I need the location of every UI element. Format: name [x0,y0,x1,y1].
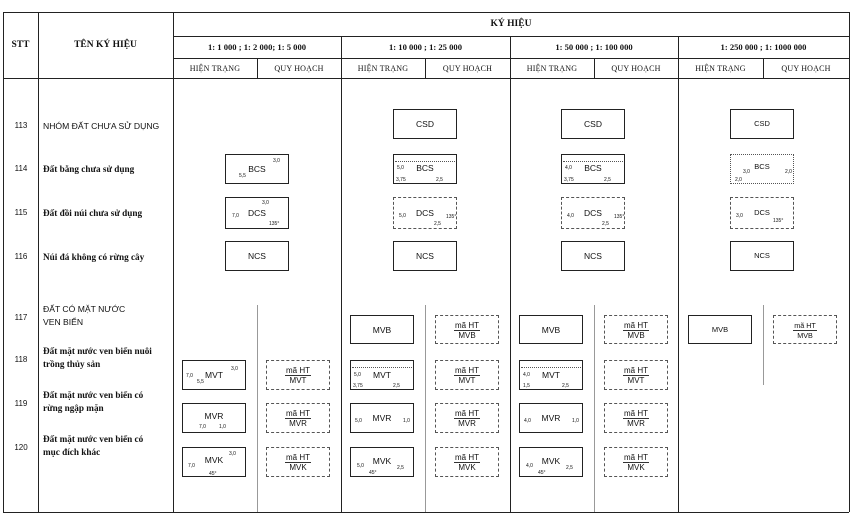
symbol-code: MVR [541,413,561,423]
dimension-label: 2,5 [566,465,573,471]
stt-120: 120 [14,443,28,452]
plan-prefix: mã HT [624,321,648,330]
symbol-mvt-50k-current [519,360,583,390]
inner-divider-4 [763,305,764,385]
dimension-label: 1,5 [523,383,530,389]
dimension-label: 3,0 [743,169,750,175]
dimension-label: 3,0 [273,158,280,164]
symbol-mvr-1k-current [182,403,246,433]
subheader-quy-hoach-3: QUY HOẠCH [611,64,661,73]
symbol-mvk-10k-plan [435,447,499,477]
stt-column-border [38,12,39,512]
dimension-label: 135° [269,221,280,227]
plan-fraction [267,453,329,472]
name-header: TÊN KÝ HIỆU [74,40,137,50]
dimension-label: 2,5 [397,465,404,471]
dimension-label: 2,5 [434,221,441,227]
symbol-mvr-1k-plan [266,403,330,433]
dimension-label: 1,0 [219,424,226,430]
plan-fraction [605,453,667,472]
symbol-dcs-250k [730,197,794,229]
dimension-label: 45° [369,470,377,476]
symbol-mvt-10k-plan [435,360,499,390]
symbol-code: NCS [248,251,266,261]
stt-119: 119 [14,399,28,408]
subheader-quy-hoach-2: QUY HOẠCH [442,64,493,73]
symbol-code: MVT [373,370,391,380]
symbol-mvb-10k-plan [435,315,499,344]
symbol-code: MVK [541,456,561,466]
symbol-code: CSD [416,119,434,129]
dimension-label: 3,75 [396,177,406,183]
inner-divider-3 [594,305,595,512]
dimension-label: 5,0 [357,463,364,469]
row-name-118-line1: Đất mặt nước ven biển nuôi [43,346,152,356]
dimension-label: 45° [209,471,217,477]
symbol-mvb-250k-plan [773,315,837,344]
dimension-label: 3,75 [564,177,574,183]
symbol-csd-10k [393,109,457,139]
plan-fraction [436,409,498,428]
symbol-mvr-50k-current [519,403,583,433]
symbol-csd-50k [561,109,625,139]
symbol-code: DCS [584,208,602,218]
subheader-hien-trang-1: HIỆN TRẠNG [189,64,241,73]
plan-fraction [267,366,329,385]
row-name-115: Đất đồi núi chưa sử dụng [43,208,143,218]
symbol-code: MVR [204,411,224,421]
plan-prefix: mã HT [455,366,479,375]
plan-prefix: mã HT [455,453,479,462]
symbol-mvk-50k-current [519,447,583,477]
symbol-mvr-10k-current [350,403,414,433]
symbol-ncs-250k [730,241,794,271]
symbol-mvb-50k-plan [604,315,668,344]
symbol-code: BCS [584,163,602,173]
symbol-ncs-50k [561,241,625,271]
symbol-bcs-10k [393,154,457,184]
plan-prefix: mã HT [455,321,479,330]
plan-fraction [605,366,667,385]
symbol-mvt-1k-plan [266,360,330,390]
hatch-line [563,161,623,162]
symbol-code: MVT [542,370,560,380]
symbol-code: BCS [416,163,434,173]
table-right-border [849,12,850,512]
plan-fraction [436,453,498,472]
symbol-code: NCS [416,251,434,261]
stt-117: 117 [14,313,28,322]
plan-fraction [267,409,329,428]
dimension-label: 1,0 [572,418,579,424]
scale-group-border-3 [678,36,679,512]
symbol-mvb-10k-current [350,315,414,344]
plan-code: MVR [289,419,307,428]
plan-fraction [605,321,667,340]
dimension-label: 5,5 [197,379,204,385]
stt-114: 114 [14,164,28,173]
dimension-label: 1,0 [403,418,410,424]
plan-code: MVB [627,331,645,340]
plan-prefix: mã HT [794,321,816,330]
row-name-116: Núi đá không có rừng cây [43,252,145,262]
table-left-border [3,12,4,512]
dimension-label: 4,0 [526,463,533,469]
dimension-label: 2,0 [735,177,742,183]
dimension-label: 4,0 [524,418,531,424]
subheader-hien-trang-2: HIỆN TRẠNG [357,64,409,73]
symbol-mvk-1k-plan [266,447,330,477]
dimension-label: 5,0 [399,213,406,219]
row-name-119-line2: rừng ngập mặn [43,403,104,413]
plan-fraction [605,409,667,428]
dimension-label: 135° [614,214,625,220]
dimension-label: 5,0 [397,165,404,171]
symbol-mvb-50k-current [519,315,583,344]
subheader-hien-trang-4: HIỆN TRẠNG [695,64,746,73]
symbol-code: DCS [248,208,266,218]
symbol-mvr-50k-plan [604,403,668,433]
scale-group-border-2 [510,36,511,512]
plan-fraction [774,321,836,340]
row-name-119-line1: Đất mặt nước ven biển có [43,390,144,400]
row-name-117-line2: VEN BIỂN [43,317,84,327]
dimension-label: 2,5 [602,221,609,227]
scale-header-1: 1: 1 000 ; 1: 2 000; 1: 5 000 [207,42,307,52]
plan-prefix: mã HT [455,409,479,418]
hatch-line [395,161,455,162]
dimension-label: 5,5 [239,173,246,179]
symbol-code: MVB [711,325,729,334]
stt-116: 116 [14,252,28,261]
stt-header: STT [11,40,30,50]
plan-code: MVT [289,376,307,385]
symbol-code: CSD [584,119,602,129]
subheader-row-top-border [173,58,849,59]
symbol-dcs-50k [561,197,625,229]
symbol-code: DCS [416,208,434,218]
stt-118: 118 [14,355,28,364]
plan-prefix: mã HT [624,409,648,418]
dimension-label: 3,75 [353,383,363,389]
symbol-mvk-1k-current [182,447,246,477]
dimension-label: 3,0 [229,451,236,457]
plan-prefix: mã HT [624,453,648,462]
stt-113: 113 [14,121,28,130]
dimension-label: 2,5 [436,177,443,183]
plan-code: MVT [627,376,645,385]
row-name-118-line2: trồng thủy sản [43,359,101,369]
inner-divider-2 [425,305,426,512]
table-top-border [3,12,849,13]
dimension-label: 3,0 [736,213,743,219]
symbol-bcs-1k [225,154,289,184]
symbol-code: BCS [754,162,770,171]
dimension-label: 4,0 [567,213,574,219]
symbol-code: NCS [754,251,770,260]
header-bottom-border [3,78,849,79]
dimension-label: 2,5 [562,383,569,389]
symbol-code: MVK [372,456,392,466]
dimension-label: 2,0 [785,169,792,175]
plan-prefix: mã HT [286,409,310,418]
plan-code: MVB [458,331,476,340]
plan-code: MVK [627,463,645,472]
scale-row-top-border [173,36,849,37]
symbol-mvt-10k-current [350,360,414,390]
dimension-label: 3,0 [262,200,269,206]
hatch-line [521,367,581,368]
plan-code: MVT [458,376,476,385]
stt-115: 115 [14,208,28,217]
row-name-120-line2: mục đích khác [43,447,101,457]
row-name-117-line1: ĐẤT CÓ MẶT NƯỚC [43,304,126,314]
symbol-mvb-250k-current [688,315,752,344]
symbol-mvr-10k-plan [435,403,499,433]
plan-code: MVB [797,331,813,340]
dimension-label: 135° [773,218,784,224]
dimension-label: 4,0 [565,165,572,171]
plan-fraction [436,366,498,385]
dimension-label: 135° [446,214,457,220]
symbol-mvk-50k-plan [604,447,668,477]
inner-divider-1 [257,305,258,512]
subheader-quy-hoach-1: QUY HOẠCH [274,64,324,73]
plan-code: MVK [289,463,307,472]
dimension-label: 5,0 [354,372,361,378]
symbol-csd-250k [730,109,794,139]
plan-prefix: mã HT [624,366,648,375]
name-column-border [173,12,174,512]
symbol-ncs-10k [393,241,457,271]
symbol-ncs-1k [225,241,289,271]
symbol-code: NCS [584,251,602,261]
symbol-mvk-10k-current [350,447,414,477]
symbol-dcs-10k [393,197,457,229]
scale-header-2: 1: 10 000 ; 1: 25 000 [388,42,463,52]
dimension-label: 7,0 [186,373,193,379]
symbol-code: MVB [372,325,392,335]
dimension-label: 2,5 [393,383,400,389]
table-bottom-border [3,512,849,513]
dimension-label: 2,5 [604,177,611,183]
symbol-dcs-1k [225,197,289,229]
dimension-label: 3,0 [231,366,238,372]
row-name-114: Đất bằng chưa sử dụng [43,164,135,174]
dimension-label: 45° [538,470,546,476]
plan-fraction [436,321,498,340]
plan-prefix: mã HT [286,366,310,375]
subheader-quy-hoach-4: QUY HOẠCH [781,64,831,73]
symbol-bcs-50k [561,154,625,184]
symbol-bcs-250k [730,154,794,184]
symbol-code: MVK [204,455,224,465]
dimension-label: 4,0 [523,372,530,378]
scale-header-3: 1: 50 000 ; 1: 100 000 [555,42,633,52]
symbol-mvt-50k-plan [604,360,668,390]
dimension-label: 5,0 [355,418,362,424]
row-name-113: NHÓM ĐẤT CHƯA SỬ DỤNG [43,121,160,131]
symbol-code: MVT [205,370,223,380]
symbol-header: KÝ HIỆU [490,19,532,29]
symbol-code: CSD [754,119,770,128]
plan-code: MVK [458,463,476,472]
plan-code: MVR [458,419,476,428]
symbol-code: DCS [754,208,770,217]
hatch-line [352,367,412,368]
plan-code: MVR [627,419,645,428]
dimension-label: 7,0 [188,463,195,469]
symbol-code: MVR [372,413,392,423]
subheader-hien-trang-3: HIỆN TRẠNG [526,64,578,73]
scale-group-border-1 [341,36,342,512]
symbol-code: MVB [541,325,561,335]
symbol-mvt-1k-current [182,360,246,390]
row-name-120-line1: Đất mặt nước ven biển có [43,434,144,444]
scale-header-4: 1: 250 000 ; 1: 1000 000 [720,42,807,52]
dimension-label: 7,0 [232,213,239,219]
dimension-label: 7,0 [199,424,206,430]
plan-prefix: mã HT [286,453,310,462]
symbol-code: BCS [248,164,266,174]
